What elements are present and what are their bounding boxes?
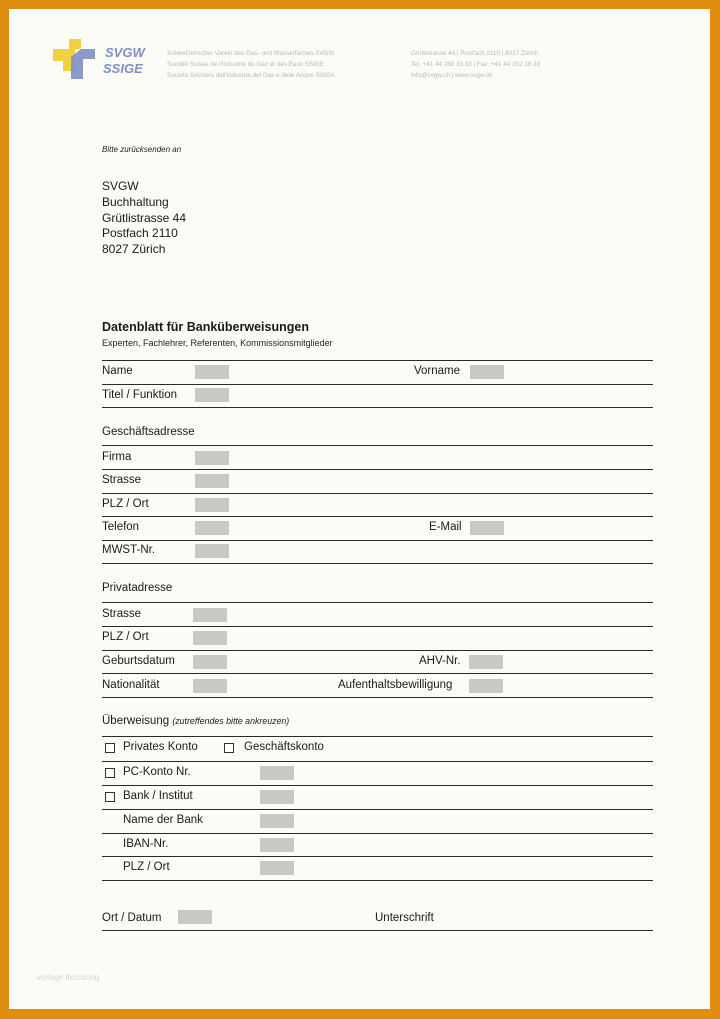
address-line: SVGW [102, 179, 139, 193]
divider [102, 809, 653, 810]
label-ahv: AHV-Nr. [419, 655, 461, 667]
divider [102, 880, 653, 881]
divider [102, 407, 653, 408]
return-address [102, 179, 186, 258]
telefon-field[interactable] [195, 521, 229, 535]
business-plz-ort-field[interactable] [195, 498, 229, 512]
address-line: Postfach 2110 [102, 226, 178, 241]
divider [102, 736, 653, 737]
divider [102, 761, 653, 762]
label-aufenthaltsbewilligung: Aufenthaltsbewilligung [338, 679, 453, 691]
label-email: E-Mail [429, 521, 462, 533]
email-field[interactable] [470, 521, 504, 535]
label-unterschrift: Unterschrift [375, 912, 434, 924]
address-line: Buchhaltung [102, 194, 169, 209]
section-ueberweisung [102, 715, 289, 727]
divider [102, 469, 653, 470]
label-bank-institut: Bank / Institut [123, 790, 193, 802]
label-name-der-bank: Name der Bank [123, 814, 203, 826]
divider [102, 445, 653, 446]
divider [102, 930, 653, 931]
document-page [9, 9, 710, 1009]
checkbox-bank[interactable] [105, 792, 115, 802]
divider [102, 697, 653, 698]
divider [102, 833, 653, 834]
vorname-field[interactable] [470, 365, 504, 379]
bank-institut-field[interactable] [260, 790, 294, 804]
divider [102, 673, 653, 674]
ort-datum-field[interactable] [178, 910, 212, 924]
address-line: Grütlistrasse 44 [102, 210, 187, 225]
ueberweisung-note: (zutreffendes bitte ankreuzen) [172, 716, 290, 726]
contact-line: Tel. +41 44 288 33 33 | Fax: +41 44 202 16 33 [411, 61, 541, 68]
private-plz-ort-field[interactable] [193, 631, 227, 645]
private-strasse-field[interactable] [193, 608, 227, 622]
divider [102, 384, 653, 385]
divider [102, 493, 653, 494]
label-geschaeftskonto: Geschäftskonto [244, 741, 324, 753]
aufenthaltsbewilligung-field[interactable] [469, 679, 503, 693]
pc-konto-field[interactable] [260, 766, 294, 780]
checkbox-geschaeftskonto[interactable] [224, 743, 234, 753]
divider [102, 650, 653, 651]
section-privatadresse: Privatadresse [102, 582, 173, 594]
divider [102, 540, 653, 541]
bank-plz-ort-field[interactable] [260, 861, 294, 875]
divider [102, 360, 653, 361]
address-line: 8027 Zürich [102, 242, 166, 257]
label-nationalitaet: Nationalität [102, 679, 160, 691]
label-ort-datum: Ort / Datum [102, 912, 162, 924]
label-firma: Firma [102, 451, 132, 463]
label-titel-funktion: Titel / Funktion [102, 389, 177, 401]
label-vorname: Vorname [414, 365, 461, 377]
section-geschaeftsadresse: Geschäftsadresse [102, 426, 195, 438]
divider [102, 626, 653, 627]
iban-field[interactable] [260, 838, 294, 852]
ahv-field[interactable] [469, 655, 503, 669]
label-plz-ort: PLZ / Ort [102, 631, 149, 643]
ueberweisung-heading: Überweisung [102, 715, 170, 727]
checkbox-privates-konto[interactable] [105, 743, 115, 753]
org-line: Société Suisse de l'Industrie du Gaz et des Eaux SSIGE [167, 61, 324, 68]
contact-line: Grütlistrasse 44 | Postfach 2110 | 8027 Zürich [411, 50, 539, 57]
label-bank-plz-ort: PLZ / Ort [123, 861, 170, 873]
divider [102, 785, 653, 786]
label-plz-ort: PLZ / Ort [102, 498, 149, 510]
logo-text-ssige: SSIGE [103, 61, 143, 76]
form-title: Datenblatt für Banküberweisungen [102, 320, 309, 334]
business-strasse-field[interactable] [195, 474, 229, 488]
firma-field[interactable] [195, 451, 229, 465]
name-field[interactable] [195, 365, 229, 379]
label-iban: IBAN-Nr. [123, 838, 169, 850]
label-telefon: Telefon [102, 521, 140, 533]
divider [102, 856, 653, 857]
divider [102, 602, 653, 603]
nationalitaet-field[interactable] [193, 679, 227, 693]
header-contact-lines [411, 48, 540, 81]
label-pc-konto: PC-Konto Nr. [123, 766, 191, 778]
divider [102, 516, 653, 517]
logo-text-svgw: SVGW [105, 45, 145, 60]
org-line: Schweizerischer Verein des Gas- und Wasserfaches SVGW [167, 50, 335, 57]
label-name: Name [102, 365, 133, 377]
svgw-logo [49, 35, 159, 79]
mwst-field[interactable] [195, 544, 229, 558]
checkbox-pc-konto[interactable] [105, 768, 115, 778]
org-line: Società Svizzera dell'Industria del Gas e delle Acque SSIGA [167, 72, 335, 79]
return-note: Bitte zurücksenden an [102, 145, 182, 154]
label-strasse: Strasse [102, 474, 141, 486]
watermark: vorlage.fixscoring [37, 973, 100, 982]
label-strasse: Strasse [102, 608, 141, 620]
label-geburtsdatum: Geburtsdatum [102, 655, 175, 667]
label-mwst: MWST-Nr. [102, 544, 156, 556]
name-der-bank-field[interactable] [260, 814, 294, 828]
titel-funktion-field[interactable] [195, 388, 229, 402]
form-subtitle: Experten, Fachlehrer, Referenten, Kommissionsmitglieder [102, 338, 333, 348]
divider [102, 563, 653, 564]
label-privates-konto: Privates Konto [123, 741, 198, 753]
header-org-lines [167, 48, 335, 81]
contact-line: info@svgw.ch | www.svgw.ch [411, 72, 493, 79]
geburtsdatum-field[interactable] [193, 655, 227, 669]
